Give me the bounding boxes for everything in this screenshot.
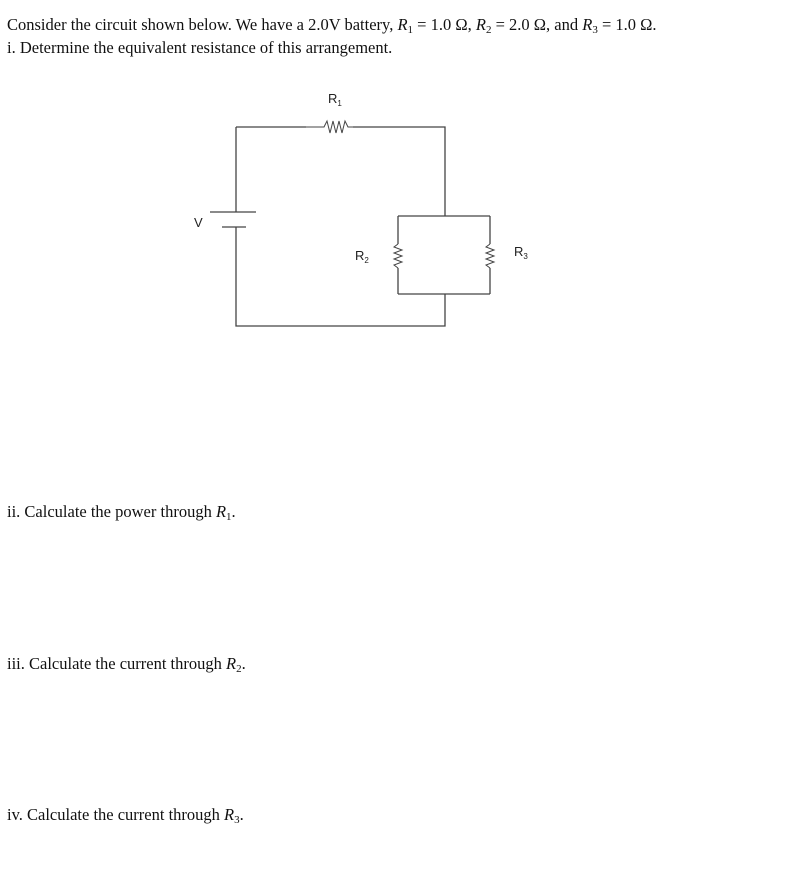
- r3-label-subscript: 3: [523, 252, 528, 261]
- r1-resistor: [306, 121, 353, 133]
- r3-resistor: [486, 244, 494, 268]
- question-iv-symbol: R: [224, 805, 235, 824]
- question-iv-end: .: [239, 805, 244, 824]
- intro-r2-symbol: R: [475, 15, 486, 34]
- question-iv: [7, 803, 244, 832]
- r2-label-subscript: 2: [364, 256, 369, 265]
- question-iii: [7, 652, 246, 681]
- question-iv-subscript: 3: [234, 814, 240, 826]
- r2-label: [355, 248, 369, 265]
- intro-r2-value: = 2.0 Ω, and: [491, 15, 583, 34]
- question-iii-subscript: 2: [236, 663, 242, 675]
- intro-r2-subscript: 2: [485, 24, 492, 36]
- intro-r3-symbol: R: [582, 15, 593, 34]
- r2-resistor: [394, 244, 402, 268]
- r1-label-letter: R: [328, 91, 338, 106]
- r2-label-letter: R: [355, 248, 365, 263]
- intro-r3-subscript: 3: [592, 24, 598, 36]
- question-iii-end: .: [241, 654, 246, 673]
- r3-label-letter: R: [514, 244, 524, 259]
- question-iv-text: iv. Calculate the current through: [7, 805, 225, 824]
- r1-label: [328, 91, 342, 108]
- question-ii-subscript: 1: [226, 511, 232, 523]
- battery-label: V: [194, 215, 203, 230]
- intro-r1-symbol: R: [397, 15, 408, 34]
- question-i: i. Determine the equivalent resistance of this arrangement.: [7, 38, 393, 57]
- question-ii: [7, 500, 236, 529]
- r1-label-subscript: 1: [337, 99, 342, 108]
- question-ii-text: ii. Calculate the power through: [7, 502, 216, 521]
- intro-r3-value: = 1.0 Ω.: [597, 15, 657, 34]
- intro-text: Consider the circuit shown below. We have a 2.0V battery,: [7, 15, 398, 34]
- question-iii-text: iii. Calculate the current through: [7, 654, 227, 673]
- r3-label: [514, 244, 528, 261]
- intro-r1-subscript: 1: [407, 24, 414, 36]
- wire-top-right: [353, 127, 445, 216]
- intro-r1-value: = 1.0 Ω,: [413, 15, 476, 34]
- question-iii-symbol: R: [226, 654, 237, 673]
- wire-left-lower: [236, 227, 445, 326]
- question-ii-end: .: [231, 502, 236, 521]
- question-ii-symbol: R: [215, 502, 227, 521]
